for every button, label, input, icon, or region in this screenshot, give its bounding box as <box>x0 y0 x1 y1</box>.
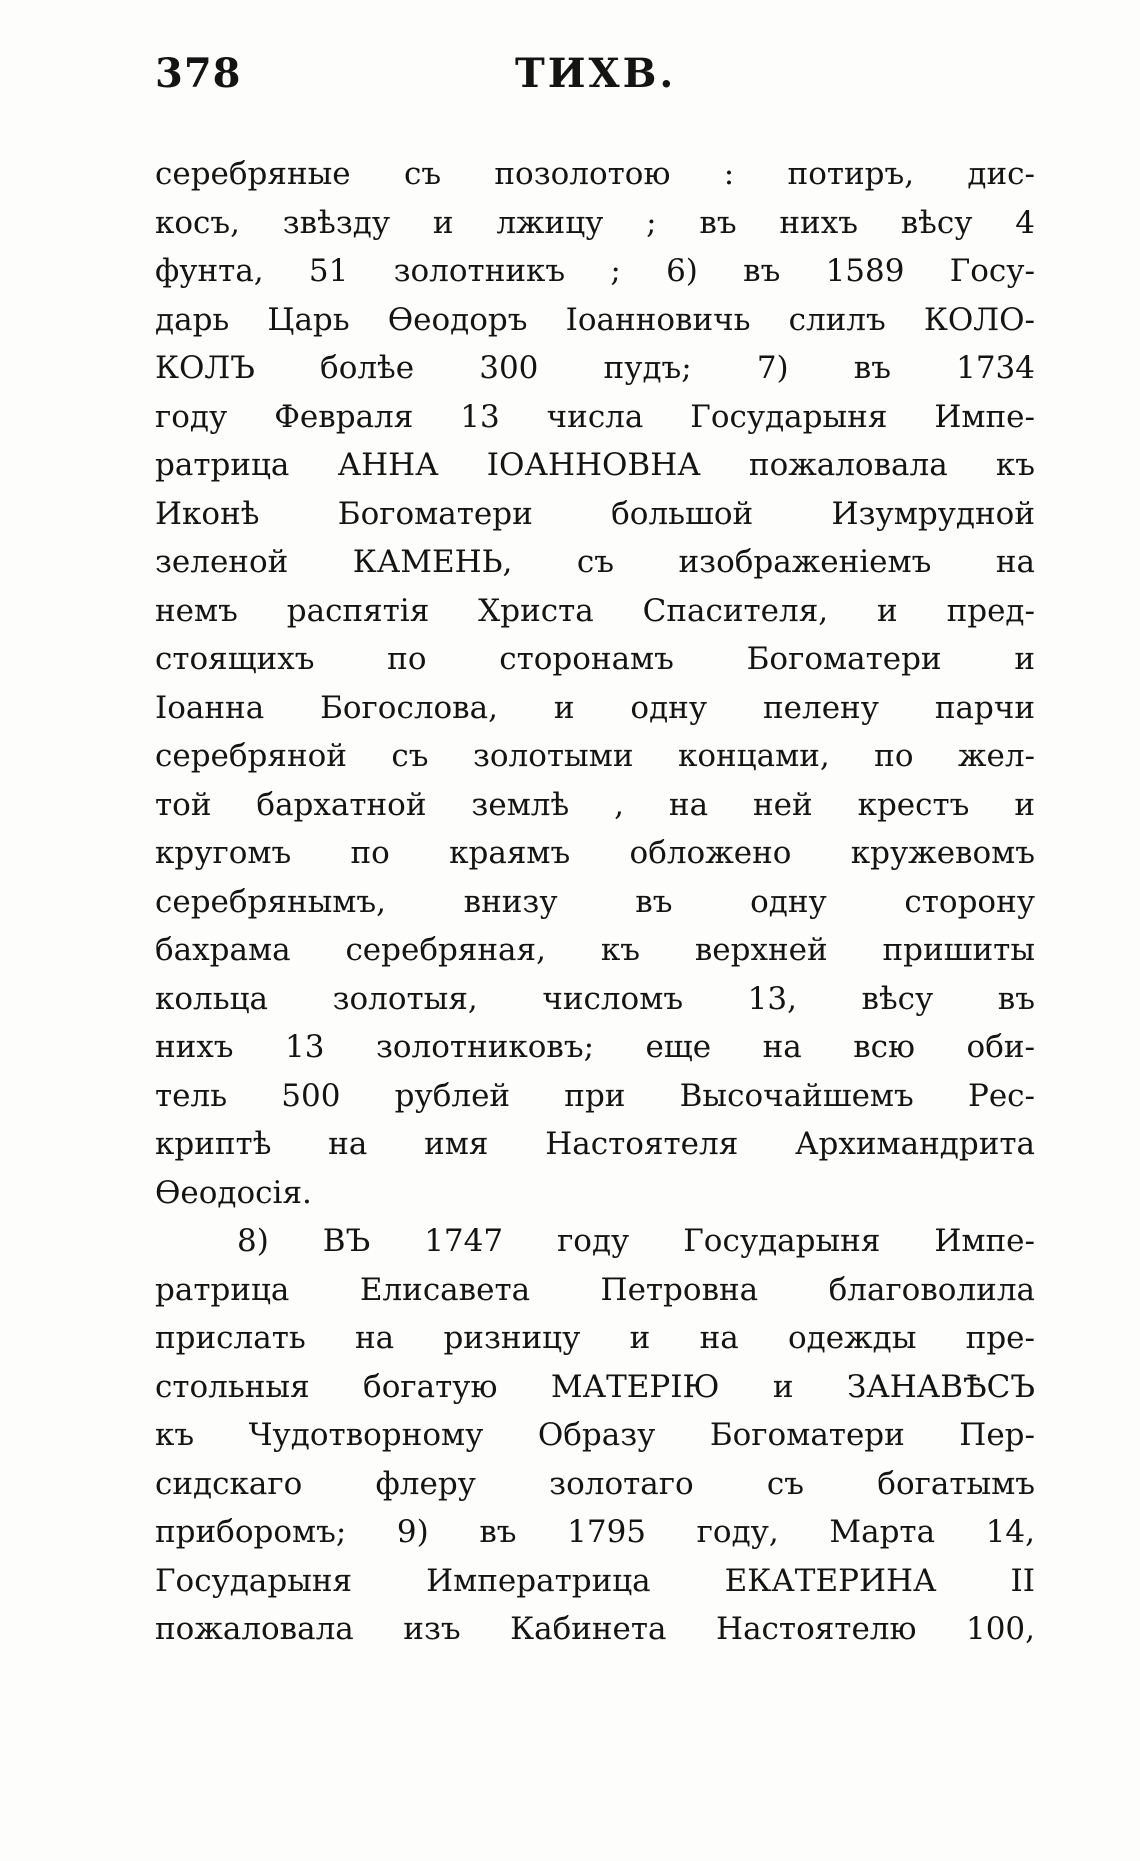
text-line: пожаловала изъ Кабинета Настоятелю 100, <box>155 1611 1035 1647</box>
text-line: косъ, звѣзду и лжицу ; въ нихъ вѣсу 4 <box>155 204 1035 241</box>
text-line: зеленой КАМЕНЬ, съ изображеніемъ на <box>155 544 1035 580</box>
text-line: немъ распятія Христа Спасителя, и пред- <box>155 592 1035 629</box>
running-title: ТИХВ. <box>515 50 677 97</box>
text-line: къ Чудотворному Образу Богоматери Пер- <box>155 1417 1035 1453</box>
text-line: Ѳеодосія. <box>155 1174 312 1211</box>
text-line: году Февраля 13 числа Государыня Импе- <box>155 398 1035 435</box>
text-line: серебряные съ позолотою : потиръ, дис- <box>155 156 1035 192</box>
text-line: дарь Царь Ѳеодоръ Іоанновичь слилъ КОЛО- <box>155 301 1035 338</box>
text-line: прислать на ризницу и на одежды пре- <box>155 1320 1035 1356</box>
text-line: ратрица АННА ІОАННОВНА пожаловала къ <box>155 447 1035 483</box>
text-line: сидскаго флеру золотаго съ богатымъ <box>155 1465 1035 1502</box>
text-line: Иконѣ Богоматери большой Изумрудной <box>155 495 1035 532</box>
text-line: нихъ 13 золотниковъ; еще на всю оби- <box>155 1029 1035 1065</box>
text-line: кругомъ по краямъ обложено кружевомъ <box>155 835 1035 871</box>
text-line: приборомъ; 9) въ 1795 году, Марта 14, <box>155 1514 1035 1550</box>
text-line: 8) ВЪ 1747 году Государыня Импе- <box>237 1223 1035 1259</box>
text-line: ратрица Елисавета Петровна благоволила <box>155 1271 1035 1308</box>
text-line: кольца золотыя, числомъ 13, вѣсу въ <box>155 980 1035 1017</box>
page-number: 378 <box>155 50 242 97</box>
text-line: стольныя богатую МАТЕРІЮ и ЗАНАВѢСЪ <box>155 1368 1035 1405</box>
text-line: КОЛЪ болѣе 300 пудъ; 7) въ 1734 <box>155 350 1035 386</box>
text-line: криптѣ на имя Настоятеля Архимандрита <box>155 1126 1035 1162</box>
body-text <box>155 150 1035 1654</box>
text-line: серебрянымъ, внизу въ одну сторону <box>155 883 1035 920</box>
text-line: Государыня Императрица ЕКАТЕРИНА II <box>155 1562 1035 1599</box>
text-line: той бархатной землѣ , на ней крестъ и <box>155 786 1035 823</box>
text-line: серебряной съ золотыми концами, по жел- <box>155 738 1035 774</box>
text-line: фунта, 51 золотникъ ; 6) въ 1589 Госу- <box>155 253 1035 289</box>
text-line: бахрама серебряная, къ верхней пришиты <box>155 932 1035 968</box>
text-line: Іоанна Богослова, и одну пелену парчи <box>155 689 1035 726</box>
text-line: стоящихъ по сторонамъ Богоматери и <box>155 641 1035 677</box>
text-line: тель 500 рублей при Высочайшемъ Рес- <box>155 1077 1035 1114</box>
page-header <box>155 50 1035 110</box>
